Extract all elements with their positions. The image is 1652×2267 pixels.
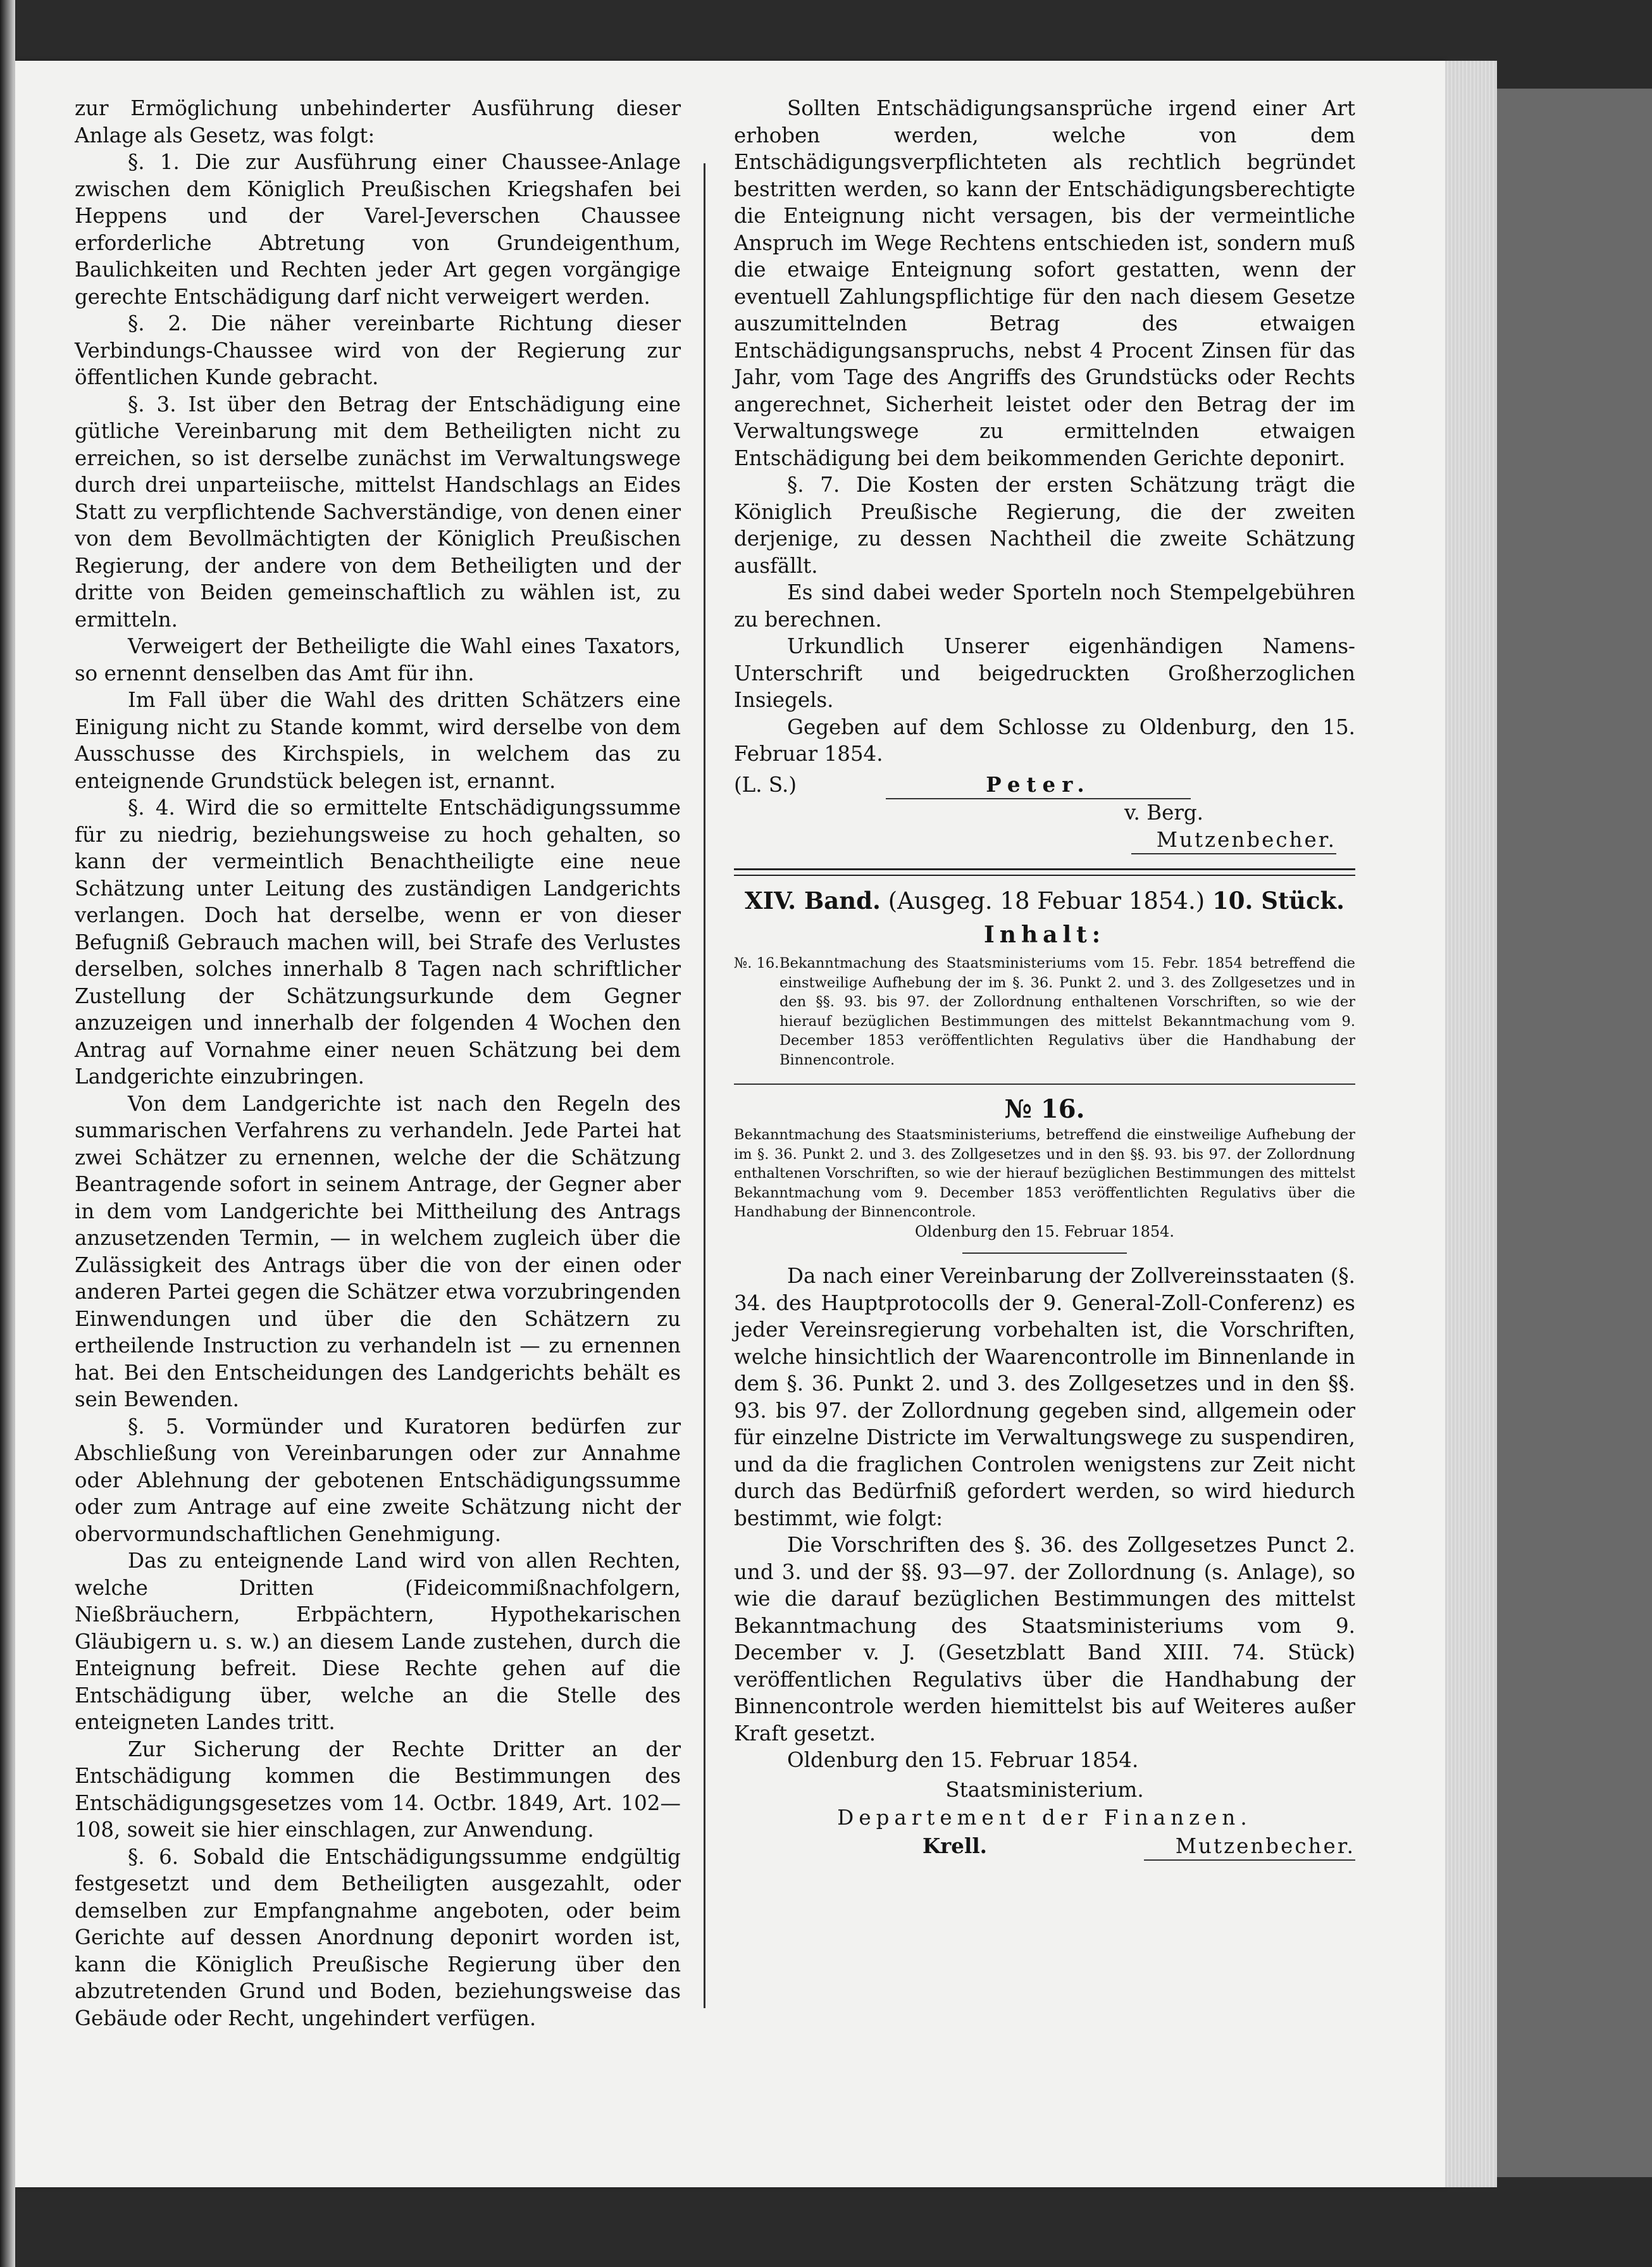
- nr16-body: [734, 1263, 1355, 1774]
- nr16-paragraph-3: Oldenburg den 15. Februar 1854.: [787, 1748, 1139, 1772]
- contents-number: №. 16.: [734, 955, 779, 971]
- right-paragraph-1: Sollten Entschädigungsansprüche irgend einer Art erhoben werden, welche von dem Entschädigungsverpflichteten als rechtlich begründet bestritten werden, so kann der Entschädigungsberechtigte die Enteignung nicht versagen, bis der vermeintliche Anspruch im Wege Rechtens entschieden ist, sondern muß die etwaige Enteignung sofort gestatten, wenn der eventuell Zahlungspflichtige für den nach diesem Gesetze auszumittelnden Betrag des etwaigen Entschädigungsanspruchs, nebst 4 Procent Zinsen für das Jahr, vom Tage des Angriffs des Grundstücks oder Rechts angerechnet, Sicherheit leistet oder den Betrag der im Verwaltungswege zu ermittelnden etwaigen Entschädigung bei dem beikommenden Gerichte deponirt.: [734, 96, 1355, 470]
- right-paragraph-5: Gegeben auf dem Schlosse zu Oldenburg, den 15. Februar 1854.: [734, 715, 1355, 766]
- ruler-signature: Peter.: [886, 771, 1191, 800]
- right-paragraphs: [734, 95, 1355, 768]
- right-paragraph-2: §. 7. Die Kosten der ersten Schätzung trägt die Königlich Preußische Regierung, die der zweiten derjenige, zu dessen Nachtheil die zweite Schätzung ausfällt.: [734, 473, 1355, 578]
- final-signatures: [734, 1833, 1355, 1861]
- countersign-2: Mutzenbecher.: [1131, 827, 1336, 855]
- left-paragraph-8: Von dem Landgerichte ist nach den Regeln des summarischen Verfahrens zu verhandeln. Jede Partei hat zwei Schätzer zu ernennen, welche der die Schätzung Beantragende sofort in seinem Antrage, der Gegner aber in dem vom Landgerichte bei Mittheilung des Antrags anzusetzenden Termin, — in welchem zugleich über die Zulässigkeit des Antrags über die von der einen oder anderen Partei gegen die Schätzer etwa vorzubringenden Einwendungen und über die den Schätzern zu ertheilende Instruction zu verhandeln ist — zu ernennen hat. Bei den Entscheidungen des Landgerichts behält es sein Bewenden.: [75, 1091, 681, 1411]
- authority: Staatsministerium.: [945, 1777, 1144, 1802]
- right-paragraph-3: Es sind dabei weder Sporteln noch Stempelgebühren zu berechnen.: [734, 580, 1355, 632]
- left-paragraph-4: §. 3. Ist über den Betrag der Entschädigung eine gütliche Vereinbarung mit dem Betheiligten nicht zu erreichen, so ist derselbe zunächst im Verwaltungswege durch drei unparteiische, mittelst Handschlags an Eides Statt zu verpflichtende Sachverständige, von denen einer von dem Bevollmächtigten der Königlich Preußischen Regierung, der andere von dem Betheiligten und der dritte von Beiden gemeinschaftlich zu wählen ist, zu ermitteln.: [75, 392, 681, 632]
- seal-mark: (L. S.): [734, 772, 797, 797]
- nr16-summary: Bekanntmachung des Staatsministeriums, betreffend die einstweilige Aufhebung der im §. 36. Punkt 2. und 3. des Zollgesetzes und in den §§. 93. bis 97. der Zollordnung enthaltenen Vorschriften, so wie der hierauf bezüglichen Bestimmungen des mittelst Bekanntmachung vom 9. December 1853 veröffentlichten Regulativs über die Handhabung der Binnencontrole.: [734, 1127, 1355, 1220]
- contents-entry: [734, 954, 1355, 1070]
- issue-header: [734, 885, 1355, 917]
- nr16-short-rule: [962, 1252, 1127, 1254]
- left-paragraph-12: §. 6. Sobald die Entschädigungssumme endgültig festgesetzt und dem Betheiligten ausgezahlt, oder demselben zur Empfangnahme angeboten, oder beim Gerichte auf dessen Anordnung deponirt worden ist, kann die Königlich Preußische Regierung über den abzutretenden Grund und Boden, beziehungsweise das Gebäude oder Recht, ungehindert verfügen.: [75, 1844, 681, 2030]
- book-binding: [1497, 89, 1652, 2177]
- volume-label: XIV. Band.: [745, 887, 881, 915]
- left-paragraph-3: §. 2. Die näher vereinbarte Richtung dieser Verbindungs-Chaussee wird von der Regierung zur öffentlichen Kunde gebracht.: [75, 311, 681, 389]
- left-paragraph-11: Zur Sicherung der Rechte Dritter an der Entschädigung kommen die Bestimmungen des Entschädigungsgesetzes vom 14. Octbr. 1849, Art. 102—108, soweit sie hier einschlagen, zur Anwendung.: [75, 1737, 681, 1842]
- nr16-paragraph-2: Die Vorschriften des §. 36. des Zollgesetzes Punct 2. und 3. und der §§. 93—97. der Zollordnung (s. Anlage), so wie die darauf bezüglichen Bestimmungen des mittelst Bekanntmachung des Staatsministeriums vom 9. December v. J. (Gesetzblatt Band XIII. 74. Stück) veröffentlichen Regulativs über die Handhabung der Binnencontrole werden hiemittelst bis auf Weiteres außer Kraft gesetzt.: [734, 1533, 1355, 1746]
- nr16-place-date: Oldenburg den 15. Februar 1854.: [914, 1222, 1175, 1240]
- signer-2-wrap: [987, 1833, 1355, 1861]
- nr16-heading: № 16.: [1004, 1094, 1085, 1124]
- contents-text: Bekanntmachung des Staatsministeriums vom 15. Febr. 1854 betreffend die einstweilige Aufhebung der im §. 36. Punkt 2. und 3. des Zollgesetzes und in den §§. 93. bis 97. der Zollordnung enthaltenen Vorschriften, so wie der hierauf bezüglichen Bestimmungen des mittelst Bekanntmachung vom 9. December 1853 veröffentlichten Regulativs über die Handhabung der Binnencontrole.: [779, 955, 1355, 1068]
- countersign-2-row: [734, 827, 1355, 855]
- column-divider: [704, 163, 705, 2008]
- right-column: [734, 95, 1355, 1861]
- left-paragraph-7: §. 4. Wird die so ermittelte Entschädigungssumme für zu niedrig, beziehungsweise zu hoch gehalten, so kann der vermeintlich Benachtheiligte eine neue Schätzung unter Leitung des zuständigen Landgerichts verlangen. Doch hat derselbe, wenn er von dieser Befugniß Gebrauch machen will, bei Strafe des Verlustes derselben, solches innerhalb 8 Tagen nach schriftlicher Zustellung der Schätzungsurkunde dem Gegner anzuzeigen und innerhalb der folgenden 4 Wochen den Antrag auf Vornahme einer neuen Schätzung bei dem Landgerichte einzubringen.: [75, 796, 681, 1089]
- left-paragraph-2: §. 1. Die zur Ausführung einer Chaussee-Anlage zwischen dem Königlich Preußischen Kriegshafen bei Heppens und der Varel-Jeverschen Chaussee erforderliche Abtretung von Grundeigenthum, Baulichkeiten und Rechten jeder Art gegen vorgängige gerechte Entschädigung darf nicht verweigert werden.: [75, 150, 681, 309]
- left-paragraph-1: zur Ermöglichung unbehinderter Ausführung dieser Anlage als Gesetz, was folgt:: [75, 96, 681, 147]
- contents-heading: Inhalt:: [983, 921, 1106, 948]
- contents-rule: [734, 1084, 1355, 1085]
- signer-2: Mutzenbecher.: [1144, 1833, 1355, 1861]
- section-separator: [734, 868, 1355, 876]
- signature-ruler-row: [734, 771, 1355, 800]
- department: Departement der Finanzen.: [837, 1806, 1252, 1830]
- left-paragraph-5: Verweigert der Betheiligte die Wahl eines Taxators, so ernennt denselben das Amt für ihn.: [75, 634, 681, 685]
- piece-label: 10. Stück.: [1212, 887, 1345, 915]
- left-paragraph-6: Im Fall über die Wahl des dritten Schätzers eine Einigung nicht zu Stande kommt, wird derselbe von dem Ausschusse des Kirchspiels, in welchem das zu enteignende Grundstück belegen ist, ernannt.: [75, 688, 681, 793]
- left-paragraph-9: §. 5. Vormünder und Kuratoren bedürfen zur Abschließung von Vereinbarungen oder zur Annahme oder Ablehnung der gebotenen Entschädigungssumme oder zum Antrage auf eine zweite Schätzung nicht der obervormundschaftlichen Genehmigung.: [75, 1414, 681, 1546]
- issue-date: (Ausgeg. 18 Febuar 1854.): [888, 887, 1205, 915]
- right-paragraph-4: Urkundlich Unserer eigenhändigen Namens-Unterschrift und beigedruckten Großherzoglichen Insiegels.: [734, 634, 1355, 712]
- signer-1: Krell.: [922, 1833, 987, 1858]
- left-paragraph-10: Das zu enteignende Land wird von allen Rechten, welche Dritten (Fideicommißnachfolgern, Nießbräuchern, Erbpächtern, Hypothekarischen Gläubigern u. s. w.) an diesem Lande zustehen, durch die Enteignung befreit. Diese Rechte gehen auf die Entschädigung über, welche an die Stelle des enteigneten Landes tritt.: [75, 1549, 681, 1734]
- previous-page-edge: [0, 0, 15, 2267]
- countersign-1: v. Berg.: [1124, 801, 1203, 825]
- left-column: [75, 95, 681, 2032]
- nr16-paragraph-1: Da nach einer Vereinbarung der Zollvereinsstaaten (§. 34. des Hauptprotocolls der 9. General-Zoll-Conferenz) es jeder Vereinsregierung vorbehalten ist, die Vorschriften, welche hinsichtlich der Waarencontrolle im Binnenlande in dem §. 36. Punkt 2. und 3. des Zollgesetzes und in den §§. 93. bis 97. der Zollordnung gegeben sind, allgemein oder für einzelne Districte im Verwaltungswege zu suspendiren, und da die fraglichen Controlen wenigstens zur Zeit nicht durch das Bedürfniß gefordert werden, so wird hiedurch bestimmt, wie folgt:: [734, 1264, 1355, 1530]
- page-stack-edge: [1445, 61, 1497, 2187]
- left-paragraphs: [75, 95, 681, 2032]
